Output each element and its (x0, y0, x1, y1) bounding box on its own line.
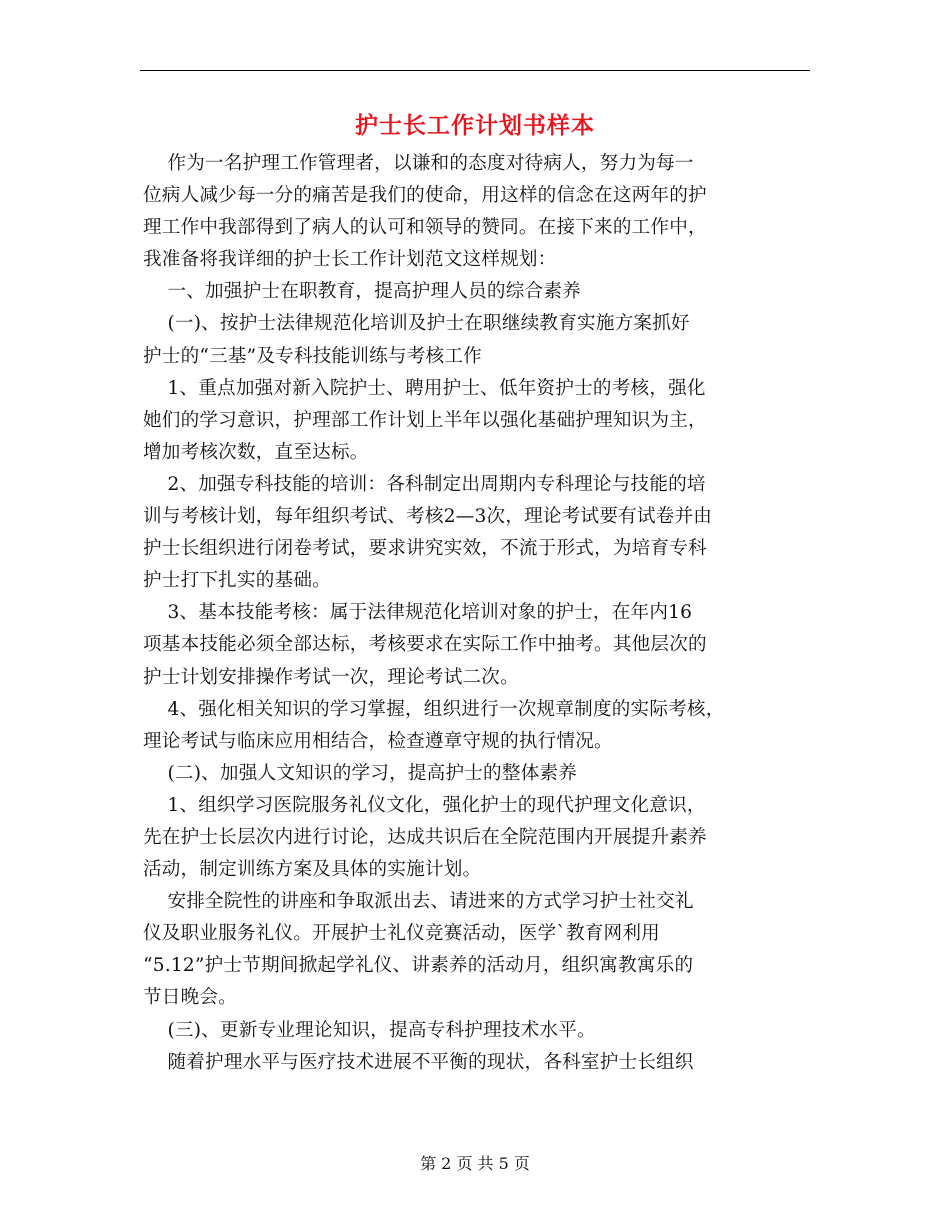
body-line: 3、基本技能考核：属于法律规范化培训对象的护士，在年内16 (143, 602, 693, 624)
body-line: “5.12”护士节期间掀起学礼仪、讲素养的活动月，组织寓教寓乐的 (143, 955, 694, 977)
body-line: 增加考核次数，直至达标。 (143, 441, 369, 463)
body-line: 安排全院性的讲座和争取派出去、请进来的方式学习护士社交礼 (143, 891, 694, 913)
body-line: 作为一名护理工作管理者，以谦和的态度对待病人，努力为每一 (143, 153, 694, 174)
body-line: 理论考试与临床应用相结合，检查遵章守规的执行情况。 (143, 730, 613, 752)
body-line: 一、加强护士在职教育，提高护理人员的综合素养 (143, 281, 581, 303)
body-line: (三)、更新专业理论知识，提高专科护理技术水平。 (143, 1019, 596, 1041)
document-title: 护士长工作计划书样本 (355, 112, 595, 139)
body-line: 节日晚会。 (143, 987, 237, 1009)
body-line: 1、重点加强对新入院护士、聘用护士、低年资护士的考核，强化 (143, 377, 706, 399)
body-line: 我准备将我详细的护士长工作计划范文这样规划： (143, 249, 557, 271)
body-line: 护士打下扎实的基础。 (143, 570, 331, 592)
body-line: 随着护理水平与医疗技术进展不平衡的现状，各科室护士长组织 (143, 1051, 694, 1073)
body-line: 项基本技能必须全部达标，考核要求在实际工作中抽考。其他层次的 (143, 634, 707, 656)
body-line: 4、强化相关知识的学习掌握，组织进行一次规章制度的实际考核， (143, 698, 725, 720)
body-line: 护士的“三基”及专科技能训练与考核工作 (143, 345, 482, 367)
body-line: 训与考核计划，每年组织考试、考核2—3次，理论考试要有试卷并由 (143, 506, 713, 528)
body-line: 2、加强专科技能的培训：各科制定出周期内专科理论与技能的培 (143, 473, 706, 495)
body-line: 先在护士长层次内进行讨论，达成共识后在全院范围内开展提升素养 (143, 826, 707, 848)
body-line: 仪及职业服务礼仪。开展护士礼仪竞赛活动，医学`教育网利用 (143, 923, 660, 945)
document-body (143, 148, 843, 1079)
body-line: (一)、按护士法律规范化培训及护士在职继续教育实施方案抓好 (143, 313, 690, 335)
body-line: 理工作中我部得到了病人的认可和领导的赞同。在接下来的工作中， (143, 217, 707, 239)
body-line: 1、组织学习医院服务礼仪文化，强化护士的现代护理文化意识， (143, 794, 706, 816)
body-line: 护士计划安排操作考试一次，理论考试二次。 (143, 666, 519, 688)
body-line: 护士长组织进行闭卷考试，要求讲究实效，不流于形式，为培育专科 (143, 538, 707, 560)
body-line: 她们的学习意识，护理部工作计划上半年以强化基础护理知识为主， (143, 409, 707, 431)
body-line: 位病人减少每一分的痛苦是我们的使命，用这样的信念在这两年的护 (143, 185, 707, 207)
page-footer: 第 2 页 共 5 页 (420, 1154, 530, 1173)
body-line: 活动，制定训练方案及具体的实施计划。 (143, 859, 482, 881)
header-rule (140, 70, 810, 71)
body-line: (二)、加强人文知识的学习，提高护士的整体素养 (143, 762, 578, 784)
